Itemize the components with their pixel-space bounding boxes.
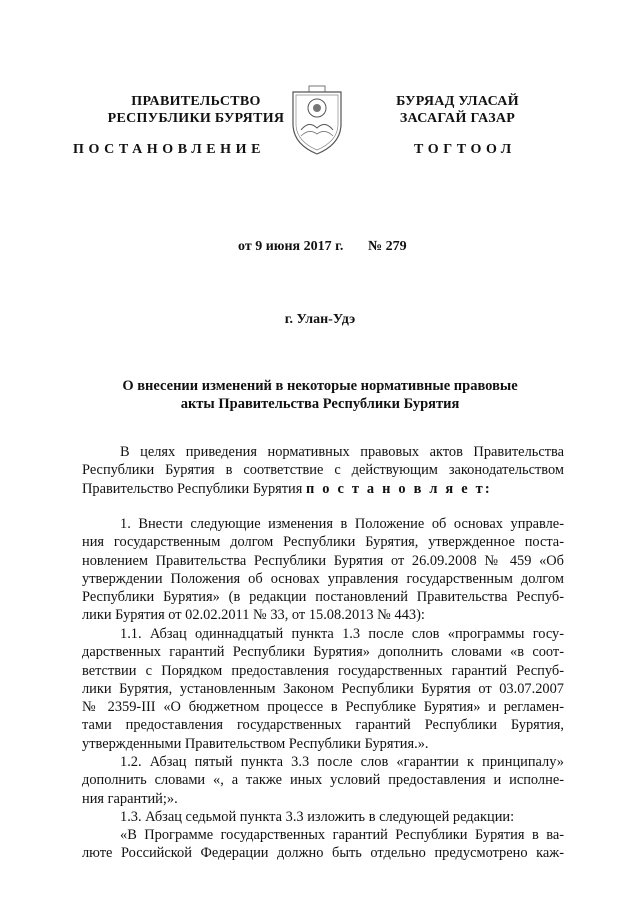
paragraph-line: дарственных гарантий Республики Бурятия» дополнить словами «в соот- — [82, 644, 564, 661]
left-org-name — [96, 93, 296, 127]
doc-type-left: ПОСТАНОВЛЕНИЕ — [73, 142, 266, 157]
paragraph-line: Республики Бурятия» (в редакции постановлений Правительства Респуб- — [82, 589, 564, 606]
paragraph-line: тами предоставления государственных гарантий Республики Бурятия, — [82, 717, 564, 734]
preamble-last-line — [82, 480, 564, 498]
paragraph-line: люте Российской Федерации должно быть отдельно предусмотрено каж- — [82, 845, 564, 862]
paragraph-1-1 — [82, 625, 564, 753]
paragraph-1-2 — [82, 753, 564, 808]
paragraph-line: лики Бурятия от 02.02.2011 № 33, от 15.08.2013 № 443): — [82, 607, 425, 624]
right-org-name — [360, 93, 555, 127]
quoted-paragraph — [82, 826, 564, 863]
paragraph-line: новлением Правительства Республики Бурятия от 26.09.2008 № 459 «Об — [82, 552, 564, 569]
preamble-prefix: Правительство Республики Бурятия — [82, 480, 306, 497]
document-city: г. Улан-Удэ — [284, 312, 356, 327]
paragraph-line: № 2359-III «О бюджетном процессе в Республике Бурятия» и регламен- — [82, 699, 564, 716]
paragraph-line: «В Программе государственных гарантий Республики Бурятия в ва- — [120, 827, 564, 843]
paragraph-line: утверждении Положения об основах управления государственным долгом — [82, 570, 564, 587]
left-org-line2: РЕСПУБЛИКИ БУРЯТИЯ — [107, 111, 285, 126]
paragraph-1 — [82, 515, 564, 625]
paragraph-line: 1.3. Абзац седьмой пункта 3.3 изложить в следующей редакции: — [120, 809, 515, 825]
document-number: № 279 — [368, 239, 407, 254]
paragraph-1-3 — [82, 808, 564, 826]
preamble-decree-word: п о с т а н о в л я е т: — [305, 480, 492, 497]
paragraph-line: 1. Внести следующие изменения в Положение об основах управле- — [120, 516, 564, 532]
paragraph-line: ния государственным долгом Республики Бурятия, утвержденное поста- — [82, 534, 564, 551]
paragraph-line: ния гарантий;». — [82, 790, 178, 807]
title-line1: О внесении изменений в некоторые нормативные правовые — [122, 378, 518, 394]
document-date: от 9 июня 2017 г. — [238, 239, 344, 254]
right-org-line1: БУРЯАД УЛАСАЙ — [396, 94, 519, 109]
paragraph-line: утвержденными Правительством Республики Бурятия.». — [82, 735, 429, 752]
document-title — [0, 377, 640, 413]
paragraph-line: ветствии с Порядком предоставления государственных гарантий Респуб- — [82, 662, 564, 679]
paragraph-line: лики Бурятия, установленным Законом Республики Бурятия от 03.07.2007 — [82, 680, 564, 697]
left-org-line1: ПРАВИТЕЛЬСТВО — [131, 94, 261, 109]
coat-of-arms-icon — [287, 84, 347, 156]
paragraph-line: 1.1. Абзац одиннадцатый пункта 1.3 после слов «программы госу- — [120, 626, 564, 642]
paragraph-line: 1.2. Абзац пятый пункта 3.3 после слов «гарантии к принципалу» — [120, 754, 564, 770]
preamble — [82, 443, 564, 498]
preamble-line: Республики Бурятия в соответствие с действующим законодательством — [82, 462, 564, 479]
doc-type-right: ТОГТООЛ — [414, 142, 516, 157]
title-line2: акты Правительства Республики Бурятия — [180, 396, 460, 412]
preamble-line: В целях приведения нормативных правовых актов Правительства — [120, 444, 564, 460]
paragraph-line: дополнить словами «, а также иных условий предоставления и исполне- — [82, 772, 564, 789]
right-org-line2: ЗАСАГАЙ ГАЗАР — [399, 111, 516, 126]
